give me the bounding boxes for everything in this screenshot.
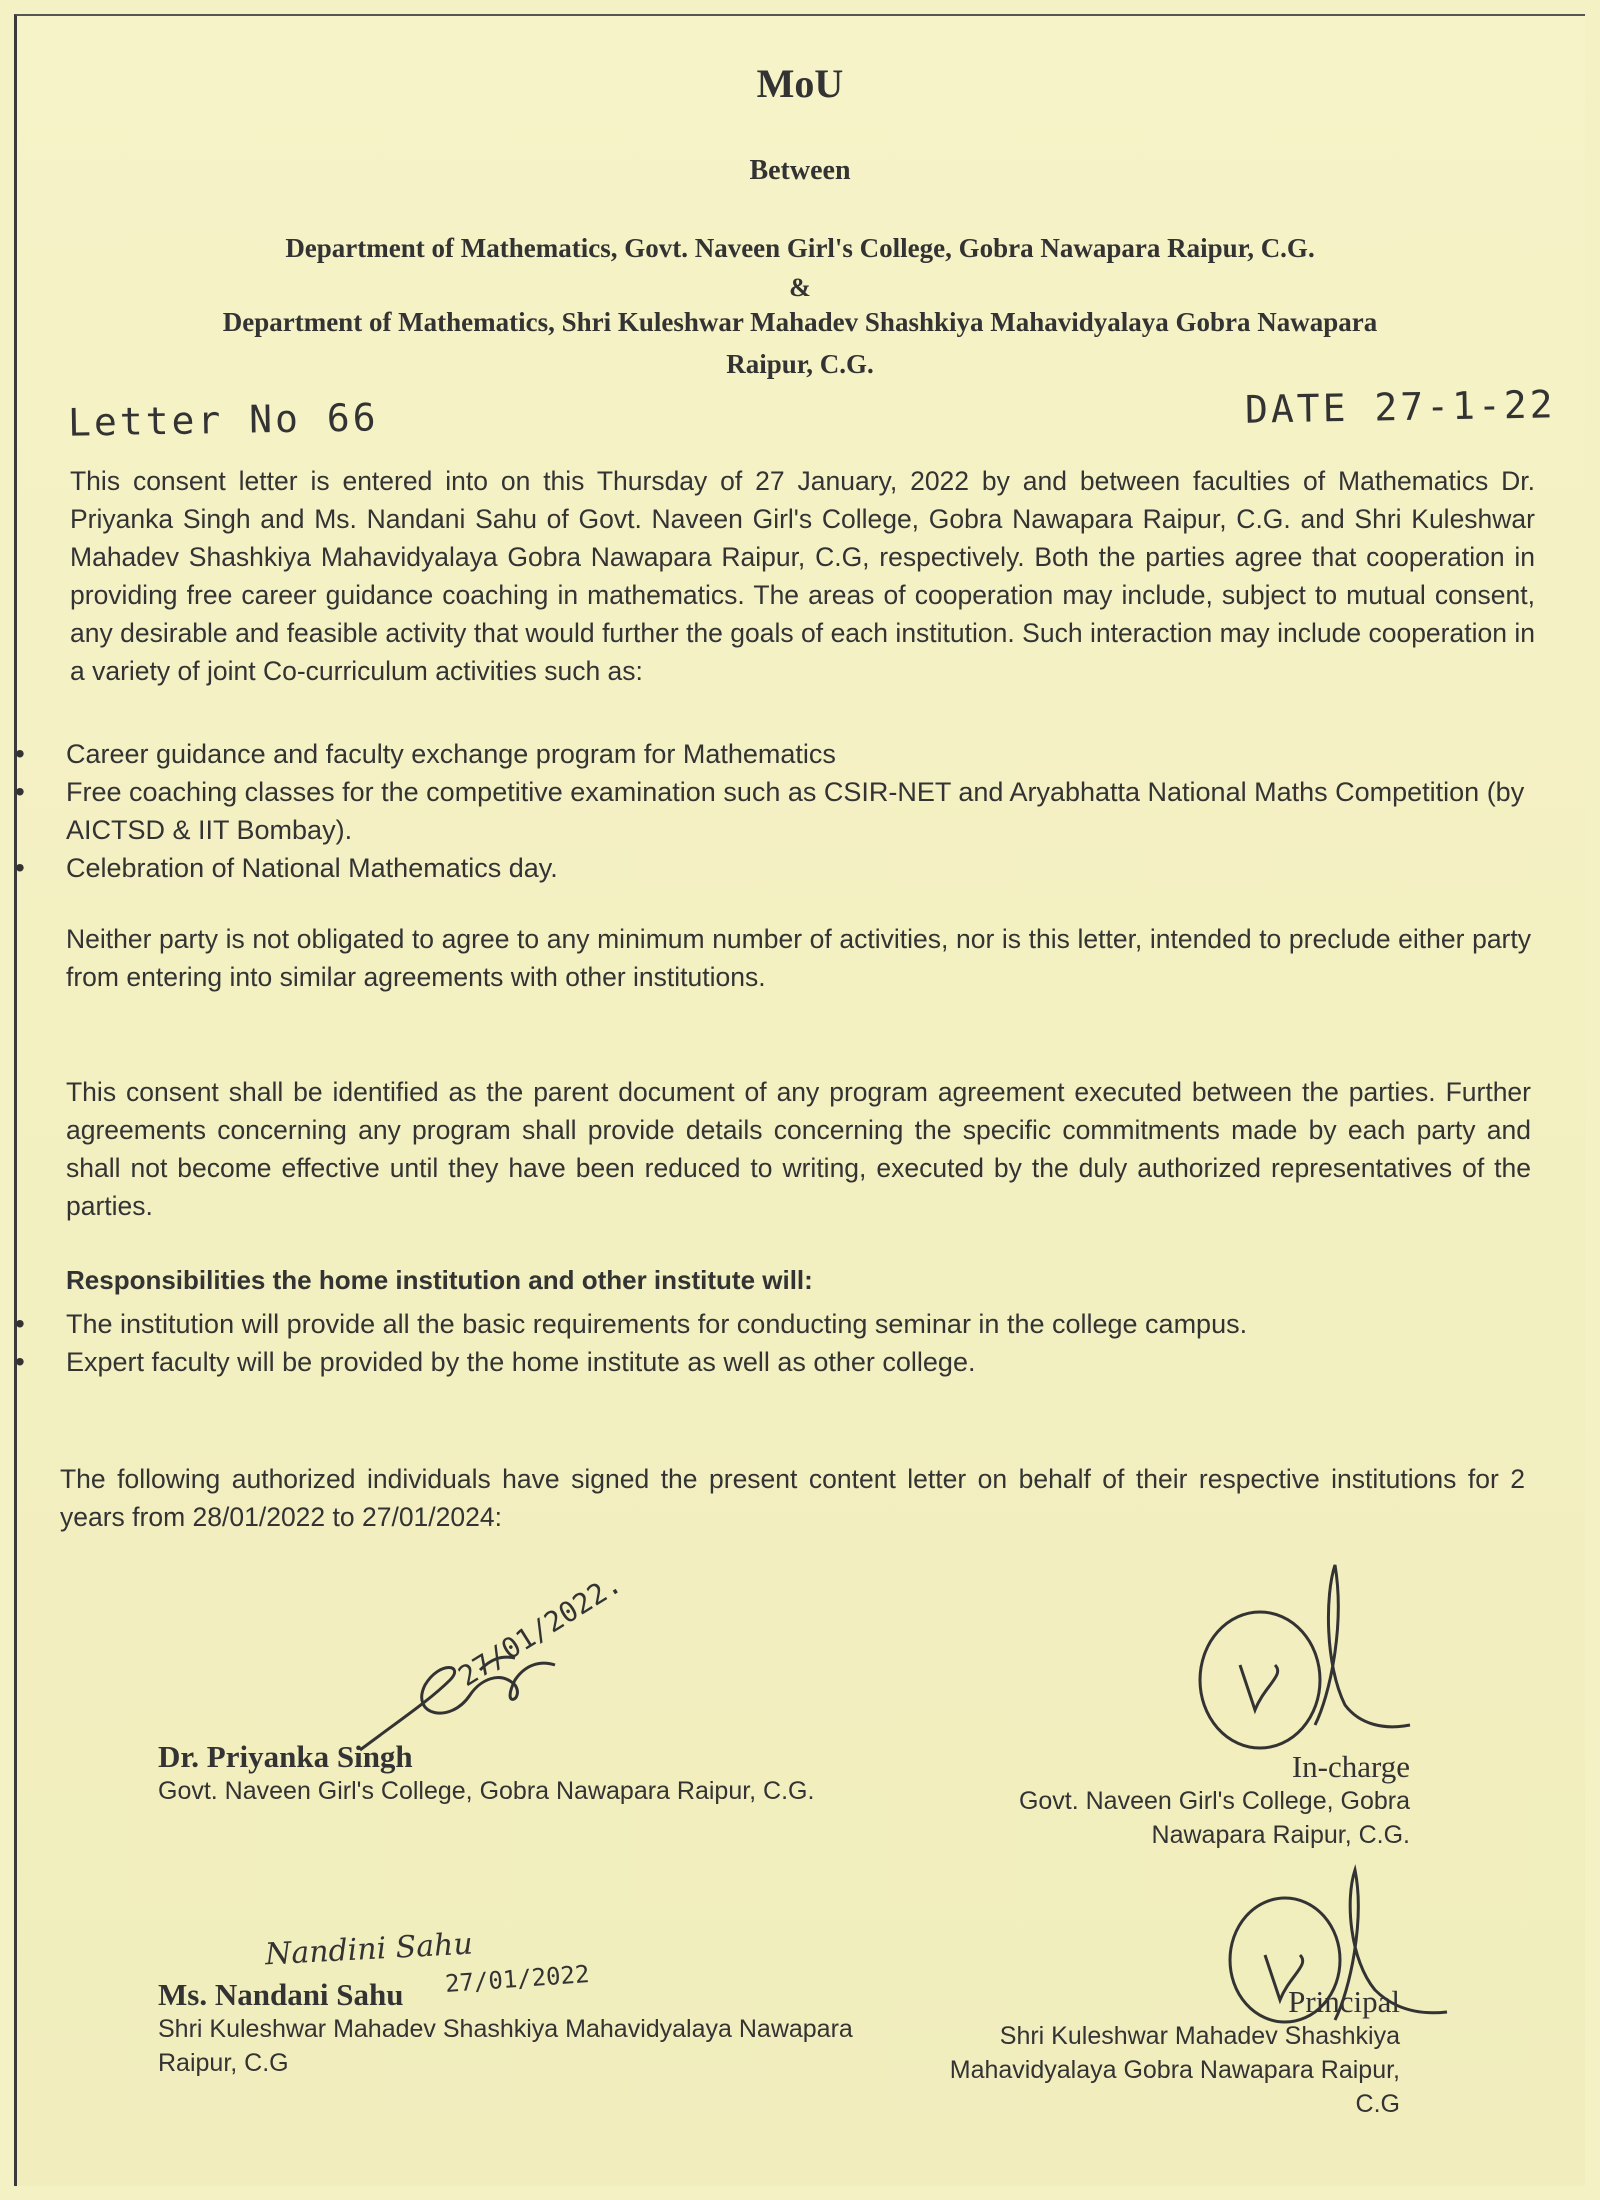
document-title: MoU: [756, 61, 844, 106]
signatory-2-affiliation: Govt. Naveen Girl's College, Gobra Nawapara Raipur, C.G.: [1018, 1787, 1410, 1849]
signature-nandani-sahu: Nandini Sahu: [264, 1926, 474, 1973]
signatory-1-name: Dr. Priyanka Singh: [158, 1739, 413, 1774]
signature-date-3: 27/01/2022: [444, 1959, 591, 1999]
party-one: Department of Mathematics, Govt. Naveen Girl's College, Gobra Nawapara Raipur, C.G.: [285, 233, 1315, 263]
signatory-2: [970, 1750, 1410, 1852]
list-item: • Free coaching classes for the competitive examination such as CSIR-NET and Aryabhatta National Maths Competition (by AICTSD & IIT Bombay).: [0, 773, 1540, 849]
parent-document-paragraph: This consent shall be identified as the parent document of any program agreement executed between the parties. Further agreements concerning any program shall provide details concerning the specific commitments made by each party and shall not become effective until they have been reduced to writing, executed by the duly authorized representatives of the parties.: [66, 1077, 1531, 1221]
signatory-2-title: In-charge: [1291, 1749, 1410, 1784]
signature-in-charge: [1185, 1555, 1415, 1755]
signatory-4-title: Principal: [1288, 1984, 1400, 2019]
list-item: • Expert faculty will be provided by the home institute as well as other college.: [0, 1343, 1540, 1381]
letter-number: Letter No 66: [67, 395, 379, 445]
intro-paragraph: This consent letter is entered into on this Thursday of 27 January, 2022 by and between faculties of Mathematics Dr. Priyanka Singh and Ms. Nandani Sahu of Govt. Naveen Girl's College, Gobra Nawapara Raipur, C.G. and Shri Kuleshwar Mahadev Shashkiya Mahavidyalaya Gobra Nawapara Raipur, C.G, respectively. Both the parties agree that cooperation in providing free career guidance coaching in mathematics. The areas of cooperation may include, subject to mutual consent, any desirable and feasible activity that would further the goals of each institution. Such interaction may include cooperation in a variety of joint Co-curriculum activities such as:: [70, 466, 1535, 686]
letter-date: DATE 27-1-22: [1244, 382, 1556, 432]
signatory-1-affiliation: Govt. Naveen Girl's College, Gobra Nawapara Raipur, C.G.: [158, 1777, 815, 1805]
party-two-line1: Department of Mathematics, Shri Kuleshwar Mahadev Shashkiya Mahavidyalaya Gobra Nawapara: [222, 307, 1378, 337]
signatory-4: [900, 1985, 1400, 2121]
signatory-3-name: Ms. Nandani Sahu: [158, 1977, 404, 2012]
between-label: Between: [749, 155, 851, 186]
ampersand: &: [789, 273, 811, 302]
list-item: • Celebration of National Mathematics day.: [0, 849, 1540, 887]
signatory-3-affiliation: Shri Kuleshwar Mahadev Shashkiya Mahavidyalaya Nawapara Raipur, C.G: [158, 2015, 853, 2077]
signatory-1: [158, 1740, 858, 1808]
signature-date-1: 27/01/2022.: [452, 1566, 628, 1693]
party-two-line2: Raipur, C.G.: [726, 349, 874, 379]
list-item: • The institution will provide all the basic requirements for conducting seminar in the college campus.: [0, 1305, 1540, 1343]
responsibilities-list: [0, 1305, 1540, 1381]
signatory-4-affiliation: Shri Kuleshwar Mahadev Shashkiya Mahavidyalaya Gobra Nawapara Raipur, C.G: [949, 2022, 1400, 2118]
activities-list: [0, 735, 1540, 887]
signing-statement: The following authorized individuals have signed the present content letter on behalf of their respective institutions for 2 years from 28/01/2022 to 27/01/2024:: [60, 1464, 1525, 1532]
list-item: • Career guidance and faculty exchange program for Mathematics: [0, 735, 1540, 773]
signatory-3: [158, 1978, 878, 2080]
responsibilities-heading: Responsibilities the home institution and other institute will:: [66, 1265, 813, 1295]
obligation-paragraph: Neither party is not obligated to agree to any minimum number of activities, nor is this letter, intended to preclude either party from entering into similar agreements with other institutions.: [66, 924, 1531, 992]
